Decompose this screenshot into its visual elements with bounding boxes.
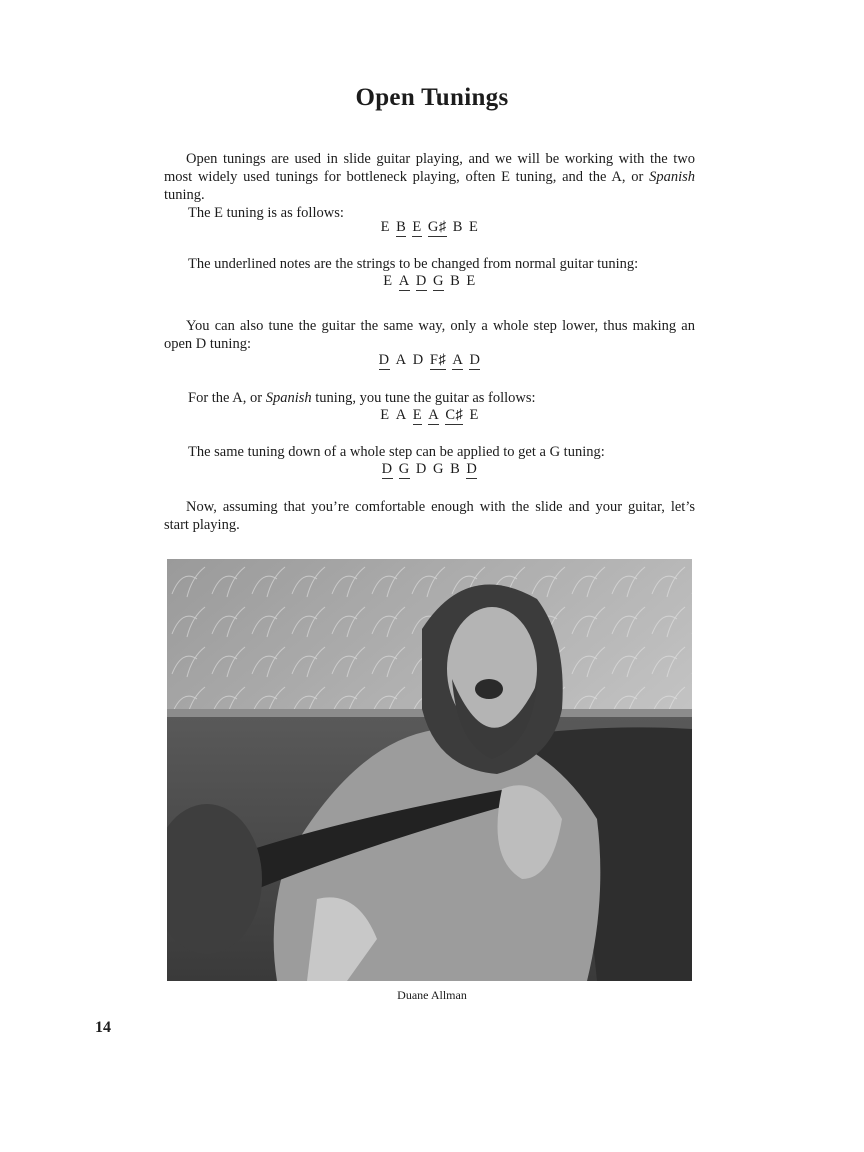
intro-text: Open tunings are used in slide guitar playing, and we will be working with the two most widely used tunings for bottleneck playing, often E tuning, and the A, or	[164, 151, 695, 185]
underlined-note: G	[398, 461, 410, 477]
note: A	[395, 407, 407, 423]
g-tuning-notes	[164, 460, 695, 479]
underlined-note: D	[381, 461, 393, 477]
standard-tuning-notes	[164, 272, 695, 291]
underline-explanation: The underlined notes are the strings to be changed from normal guitar tuning:	[188, 256, 639, 272]
note: E	[466, 273, 476, 289]
underlined-note: D	[415, 273, 427, 289]
a-tuning-paragraph	[164, 389, 695, 407]
underlined-note: A	[398, 273, 410, 289]
page-number: 14	[95, 1019, 111, 1036]
note: A	[395, 352, 407, 368]
underlined-note: E	[412, 219, 422, 235]
note: E	[469, 407, 479, 423]
underlined-note: A	[428, 407, 440, 423]
note: B	[452, 219, 463, 235]
d-tuning-notes	[164, 351, 695, 370]
note: B	[450, 273, 461, 289]
intro-paragraph	[164, 150, 695, 204]
note: E	[380, 407, 390, 423]
underlined-note: F♯	[429, 352, 447, 368]
note: E	[383, 273, 393, 289]
g-tuning-paragraph: The same tuning down of a whole step can be applied to get a G tuning:	[188, 444, 605, 460]
underlined-note: A	[452, 352, 464, 368]
a-tuning-text-end: tuning, you tune the guitar as follows:	[311, 390, 536, 406]
underlined-note: D	[378, 352, 390, 368]
d-tuning-paragraph: You can also tune the guitar the same way, only a whole step lower, thus making an open D tuning:	[164, 318, 695, 352]
a-tuning-notes	[164, 406, 695, 425]
note: D	[415, 461, 427, 477]
underlined-note: B	[396, 219, 407, 235]
photo-illustration	[167, 559, 692, 981]
e-tuning-intro: The E tuning is as follows:	[188, 205, 344, 221]
note: D	[412, 352, 424, 368]
underlined-note: C♯	[445, 407, 464, 423]
note: G	[432, 461, 444, 477]
intro-emphasis: Spanish	[649, 169, 695, 185]
note: B	[450, 461, 461, 477]
underlined-note: D	[466, 461, 478, 477]
e-tuning-notes	[164, 218, 695, 237]
closing-paragraph: Now, assuming that you’re comfortable enough with the slide and your guitar, let’s start playing.	[164, 499, 695, 533]
underlined-note: D	[469, 352, 481, 368]
note: E	[469, 219, 479, 235]
musician-photo	[167, 559, 692, 981]
a-tuning-emphasis: Spanish	[265, 390, 312, 406]
underlined-note: E	[412, 407, 423, 423]
note: E	[380, 219, 390, 235]
underlined-note: G♯	[427, 219, 447, 235]
underlined-note: G	[432, 273, 444, 289]
intro-text-end: tuning.	[164, 187, 205, 203]
a-tuning-text: For the A, or	[188, 390, 266, 406]
page-title: Open Tunings	[355, 84, 509, 111]
photo-caption: Duane Allman	[397, 988, 467, 1002]
